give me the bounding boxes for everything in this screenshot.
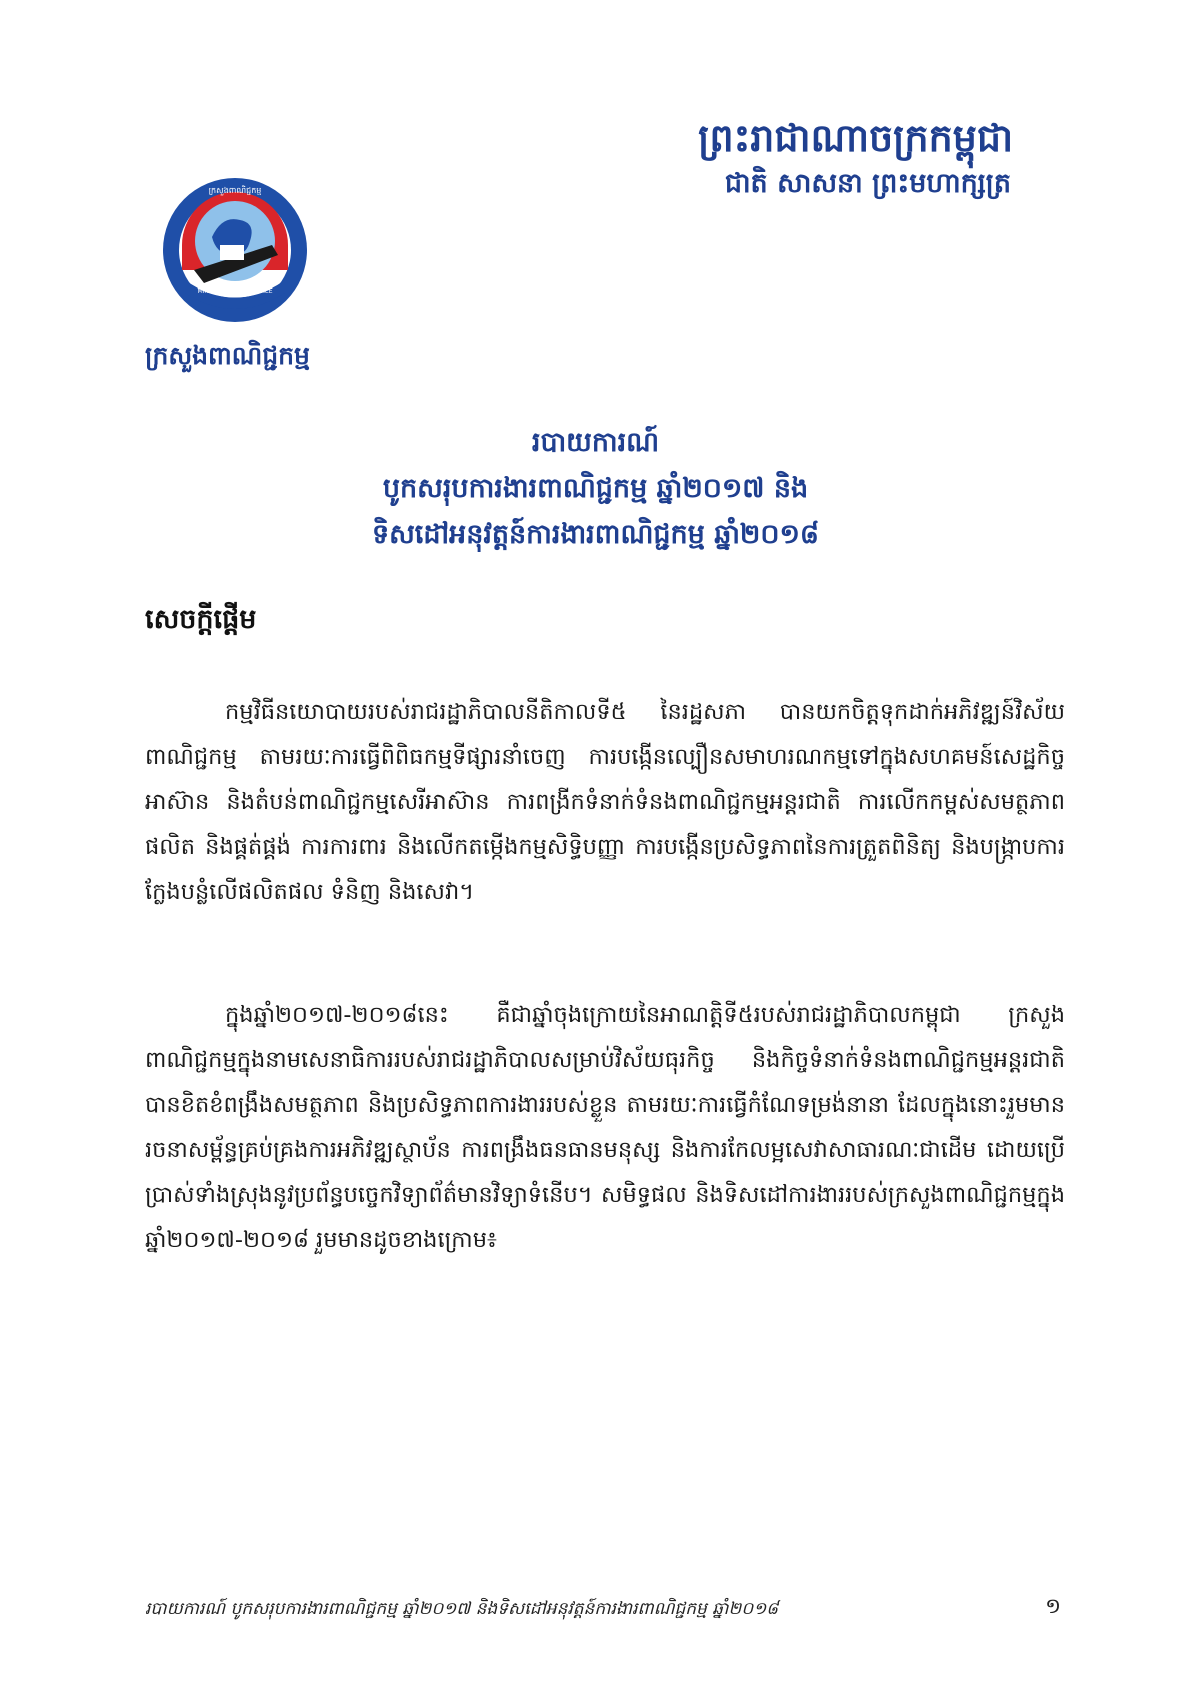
page-number: ១ [1045,1594,1061,1618]
report-title-line-1: របាយការណ៍ [531,427,660,458]
ministry-label: ក្រសួងពាណិជ្ជកម្ម [145,341,310,370]
logo-ring-top-text: ក្រសួងពាណិជ្ជកម្ម [208,186,262,195]
section-heading: សេចក្តីផ្តើម [145,604,257,635]
paragraph-1: កម្មវិធីនយោបាយរបស់រាជរដ្ឋាភិបាលនីតិកាលទី៥ នៃរដ្ឋសភា បានយកចិត្តទុកដាក់អភិវឌ្ឍន៍វិស័យពាណិជ្ជកម្ម តាមរយៈការធ្វើពិពិធកម្មទីផ្សារនាំចេញ ការបង្កើនល្បឿនសមាហរណកម្មទៅក្នុងសហគមន៍សេដ្ឋកិច្ចអាស៊ាន និងតំបន់ពាណិជ្ជកម្មសេរីអាស៊ាន ការពង្រីកទំនាក់ទំនងពាណិជ្ជកម្មអន្តរជាតិ ការលើកកម្ពស់សមត្ថភាពផលិត និងផ្គត់ផ្គង់ ការការពារ និងលើកតម្កើងកម្មសិទ្ធិបញ្ញា ការបង្កើនប្រសិទ្ធភាពនៃការត្រួតពិនិត្យ និងបង្ក្រាបការក្លែងបន្លំលើផលិតផល ទំនិញ និងសេវា។ [145,699,1065,905]
footer-text: របាយការណ៍ បូកសរុបការងារពាណិជ្ជកម្ម ឆ្នាំ២០១៧ និងទិសដៅអនុវត្តន៍ការងារពាណិជ្ជកម្ម ឆ្នាំ២០១៨ [145,1599,779,1619]
report-title-line-3: ទិសដៅអនុវត្តន៍ការងារពាណិជ្ជកម្ម ឆ្នាំ២០១៨ [371,519,820,550]
logo-ring-bottom-text: MINISTRY OF COMMERCE [197,288,273,295]
paragraph-2: ក្នុងឆ្នាំ២០១៧-២០១៨នេះ គឺជាឆ្នាំចុងក្រោយនៃអាណត្តិទី៥របស់រាជរដ្ឋាភិបាលកម្ពុជា ក្រសួងពាណិជ្ជកម្មក្នុងនាមសេនាធិការរបស់រាជរដ្ឋាភិបាលសម្រាប់វិស័យធុរកិច្ច និងកិច្ចទំនាក់ទំនងពាណិជ្ជកម្មអន្តរជាតិ បានខិតខំពង្រឹងសមត្ថភាព និងប្រសិទ្ធភាពការងាររបស់ខ្លួន តាមរយៈការធ្វើកំណែទម្រង់នានា ដែលក្នុងនោះរួមមាន រចនាសម្ព័ន្ធគ្រប់គ្រងការអភិវឌ្ឍស្ថាប័ន ការពង្រឹងធនធានមនុស្ស និងការកែលម្អសេវាសាធារណៈជាដើម ដោយប្រើប្រាស់ទាំងស្រុងនូវប្រព័ន្ធបច្ចេកវិទ្យាព័ត៌មានវិទ្យាទំនើប។ សមិទ្ធផល និងទិសដៅការងាររបស់ក្រសួងពាណិជ្ជកម្មក្នុងឆ្នាំ២០១៧-២០១៨ រួមមានដូចខាងក្រោម៖ [145,1002,1065,1253]
report-title-line-2: បូកសរុបការងារពាណិជ្ជកម្ម ឆ្នាំ២០១៧ និង [382,473,809,504]
kingdom-motto: ជាតិ សាសនា ព្រះមហាក្សត្រ [724,168,1011,199]
report-title [0,420,1191,558]
kingdom-title: ព្រះរាជាណាចក្រកម្ពុជា [698,116,1013,160]
kingdom-header [593,112,1013,204]
ministry-logo [160,175,310,325]
